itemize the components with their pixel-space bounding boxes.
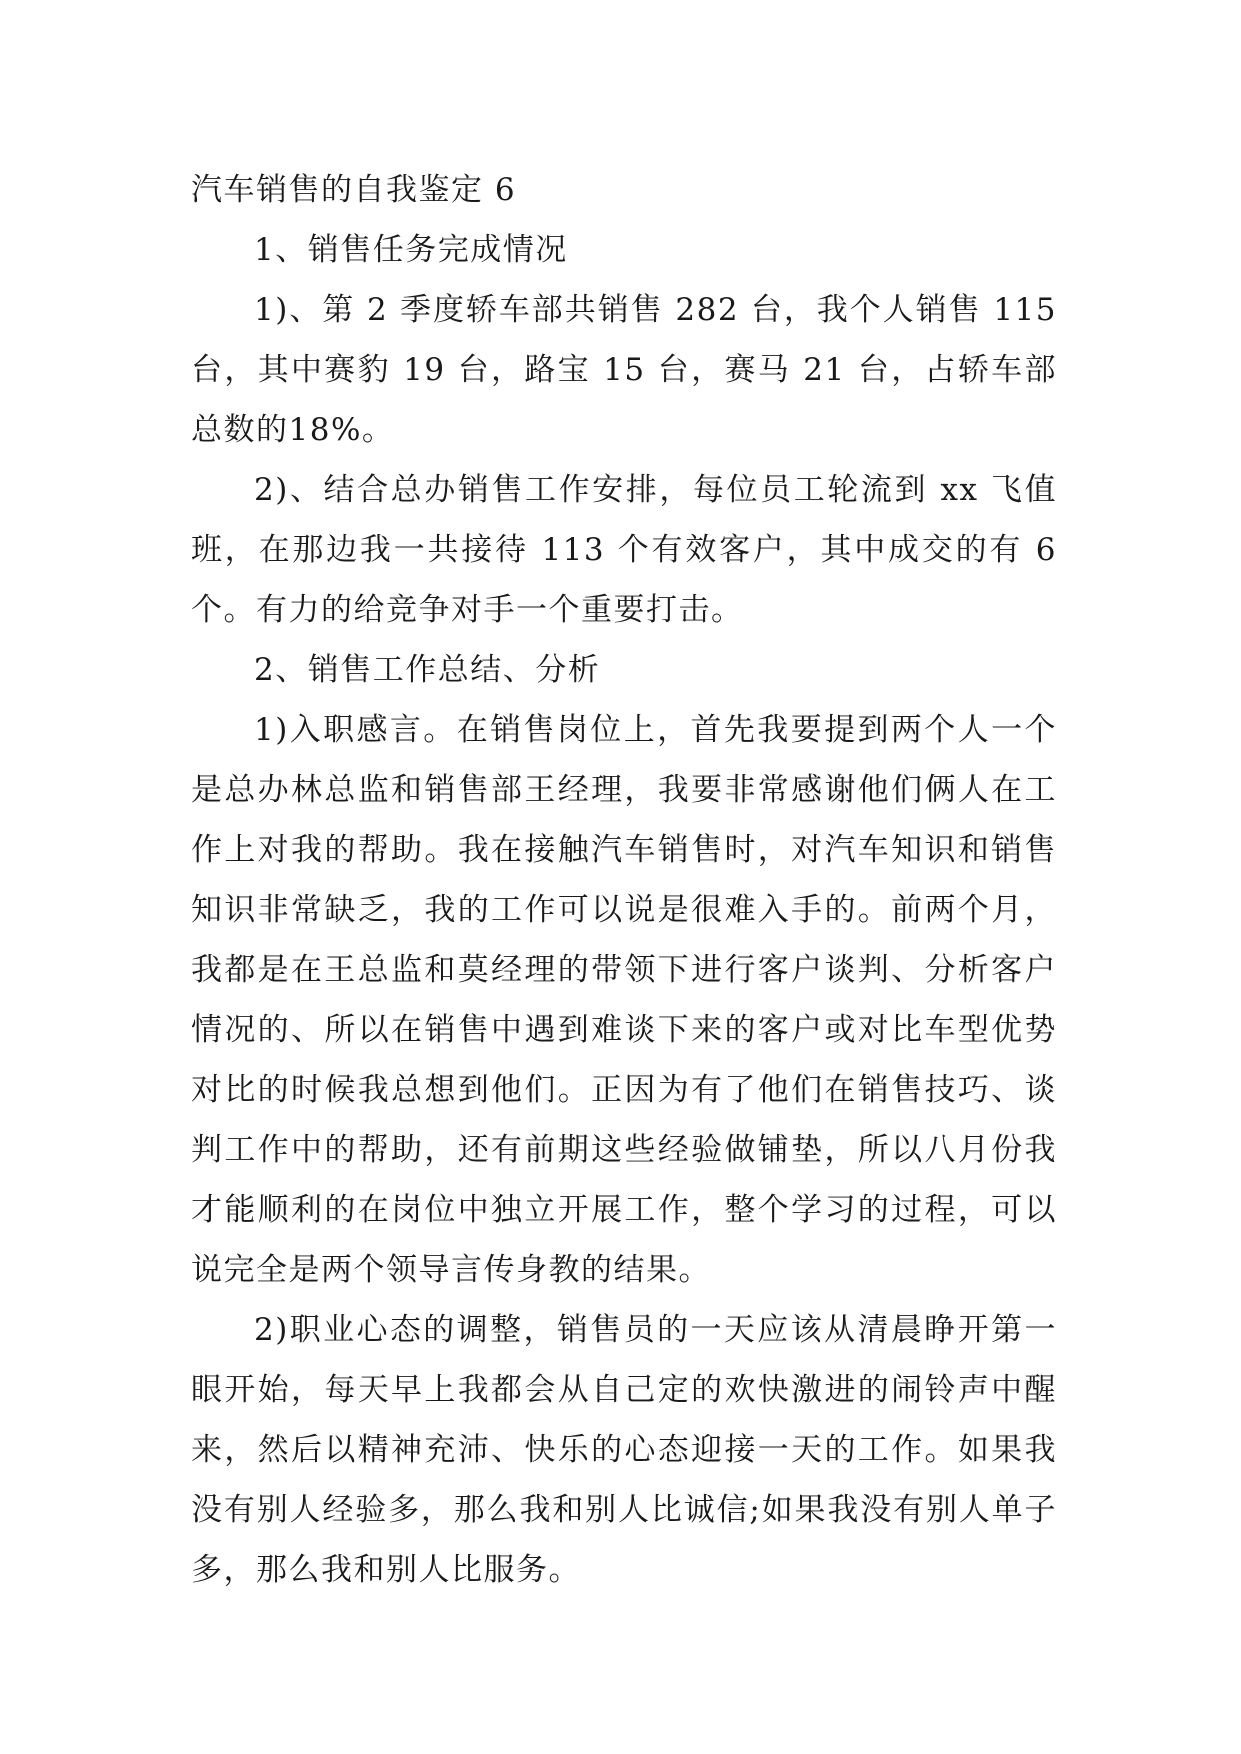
document-body bbox=[191, 160, 1057, 1600]
paragraph-duty-rotation: 2)、结合总办销售工作安排，每位员工轮流到 xx 飞值班，在那边我一共接待 113 个有效客户，其中成交的有 6 个。有力的给竞争对手一个重要打击。 bbox=[191, 472, 1057, 628]
section-heading-sales-tasks: 1、销售任务完成情况 bbox=[254, 232, 568, 268]
document-title: 汽车销售的自我鉴定 6 bbox=[191, 172, 517, 208]
paragraph-professional-mindset: 2)职业心态的调整，销售员的一天应该从清晨睁开第一眼开始，每天早上我都会从自己定的欢快激进的闹铃声中醒来，然后以精神充沛、快乐的心态迎接一天的工作。如果我没有别人经验多，那么我和别人比诚信;如果我没有别人单子多，那么我和别人比服务。 bbox=[191, 1312, 1057, 1588]
paragraph-q2-sales: 1)、第 2 季度轿车部共销售 282 台，我个人销售 115 台，其中赛豹 19 台，路宝 15 台，赛马 21 台，占轿车部总数的18%。 bbox=[191, 292, 1057, 448]
paragraph-onboarding-thoughts: 1)入职感言。在销售岗位上，首先我要提到两个人一个是总办林总监和销售部王经理，我要非常感谢他们俩人在工作上对我的帮助。我在接触汽车销售时，对汽车知识和销售知识非常缺乏，我的工作可以说是很难入手的。前两个月，我都是在王总监和莫经理的带领下进行客户谈判、分析客户情况的、所以在销售中遇到难谈下来的客户或对比车型优势对比的时候我总想到他们。正因为有了他们在销售技巧、谈判工作中的帮助，还有前期这些经验做铺垫，所以八月份我才能顺利的在岗位中独立开展工作，整个学习的过程，可以说完全是两个领导言传身教的结果。 bbox=[191, 712, 1057, 1288]
section-heading-summary-analysis: 2、销售工作总结、分析 bbox=[254, 652, 601, 688]
